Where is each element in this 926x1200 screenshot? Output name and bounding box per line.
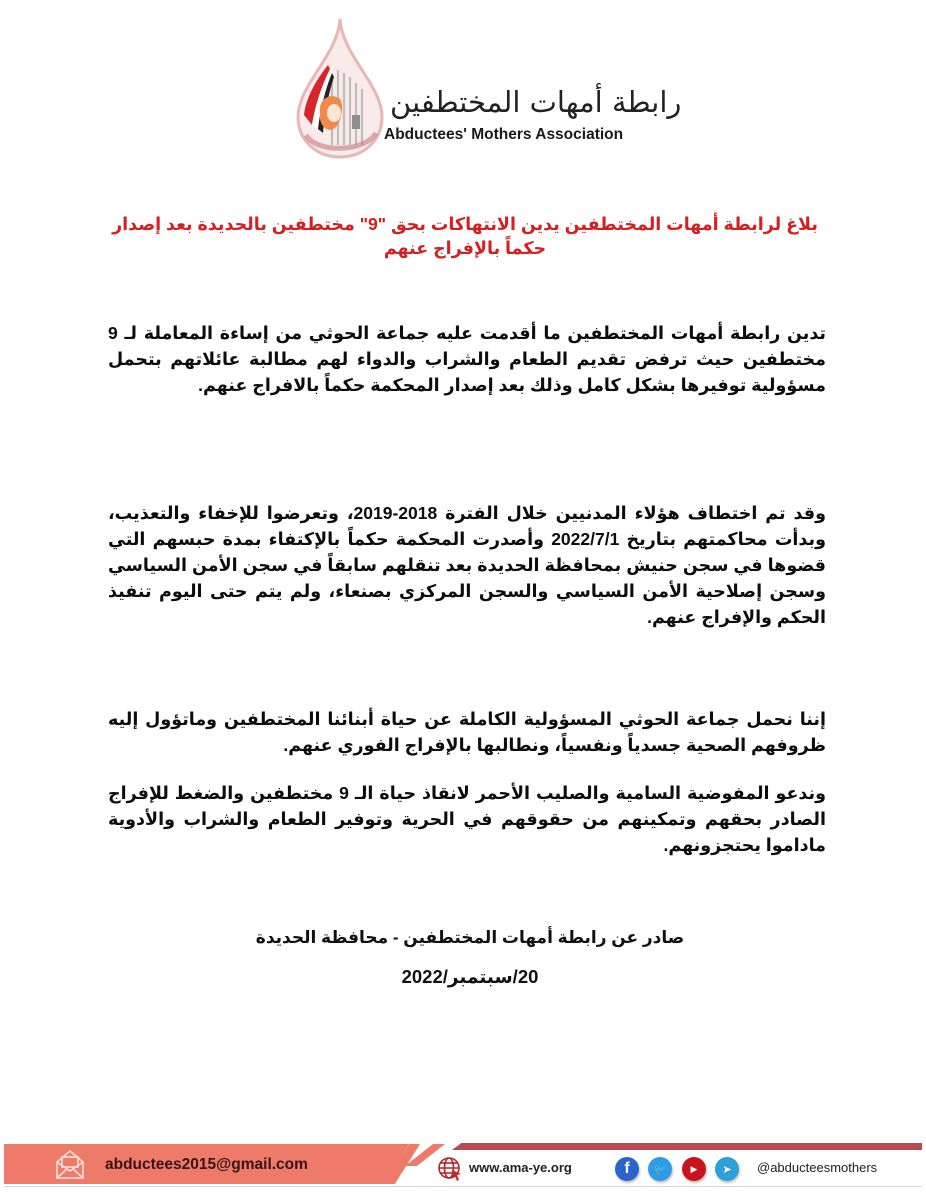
- website-link[interactable]: www.ama-ye.org: [469, 1160, 572, 1175]
- envelope-icon: [55, 1148, 85, 1180]
- facebook-glyph: f: [624, 1160, 630, 1177]
- org-logo: [290, 15, 682, 165]
- signature-line: صادر عن رابطة أمهات المختطفين - محافظة الحديدة: [255, 928, 685, 947]
- document-title: [90, 212, 840, 260]
- org-name-arabic: رابطة أمهات المختطفين: [390, 85, 682, 119]
- youtube-icon[interactable]: [682, 1157, 706, 1181]
- globe-icon: [437, 1156, 463, 1182]
- footer-band-right: [452, 1143, 922, 1150]
- document-date: 20/سبتمبر/2022: [401, 966, 539, 987]
- title-line-2: حكماً بالإفراج عنهم: [383, 238, 547, 258]
- paragraph-3: إننا نحمل جماعة الحوثي المسؤولية الكاملة عن حياة أبنائنا المختطفين وماتؤول إليه ظروفهم الصحية جسدياً ونفسياً، ونطالبها بالإفراج الفوري عنهم.: [108, 709, 826, 755]
- facebook-icon[interactable]: [615, 1157, 639, 1181]
- title-line-1: بلاغ لرابطة أمهات المختطفين يدين الانتهاكات بحق "9" مختطفين بالحديدة بعد إصدار: [112, 214, 818, 234]
- teardrop-logo-icon: [290, 15, 390, 160]
- twitter-icon[interactable]: [648, 1157, 672, 1181]
- social-handle-link[interactable]: @abducteesmothers: [757, 1160, 878, 1175]
- paragraph-4: وندعو المفوضية السامية والصليب الأحمر لانقاذ حياة الـ 9 مختطفين والضغط للإفراج الصادر بحقهم وتمكينهم من حقوقهم في الحرية وتوفير الطعام والشراب والأدوية ماداموا يحتجزونهم.: [108, 783, 826, 855]
- paragraph-1: تدين رابطة أمهات المختطفين ما أقدمت عليه جماعة الحوثي من إساءة المعاملة لـ 9 مختطفين حيث ترفض تقديم الطعام والشراب والدواء لهم مطالبة عائلاتهم بتحمل مسؤولية توفيرها بشكل كامل وذلك بعد إصدار المحكمة حكماً بالافراج عنهم.: [108, 323, 826, 395]
- footer-divider: [4, 1186, 922, 1187]
- telegram-glyph: ➤: [722, 1163, 732, 1176]
- email-link[interactable]: abductees2015@gmail.com: [105, 1156, 308, 1173]
- twitter-glyph: 🐦: [653, 1163, 667, 1176]
- telegram-icon[interactable]: [715, 1157, 739, 1181]
- youtube-glyph: ▶: [690, 1163, 698, 1174]
- paragraph-2: وقد تم اختطاف هؤلاء المدنيين خلال الفترة 2018-2019، وتعرضوا للإخفاء والتعذيب، وبدأت محاكمتهم بتاريخ 2022/7/1 وأصدرت المحكمة حكماً بالإكتفاء بمدة حبسهم التي قضوها في سجن حنيش بمحافظة الحديدة بعد تنقلهم سابقاً في سجن الأمن السياسي وسجن إصلاحية الأمن السياسي والسجن المركزي بصنعاء، ولم يتم حتى اليوم تنفيذ الحكم والإفراج عنهم.: [108, 503, 826, 627]
- org-name-english: Abductees' Mothers Association: [384, 126, 624, 143]
